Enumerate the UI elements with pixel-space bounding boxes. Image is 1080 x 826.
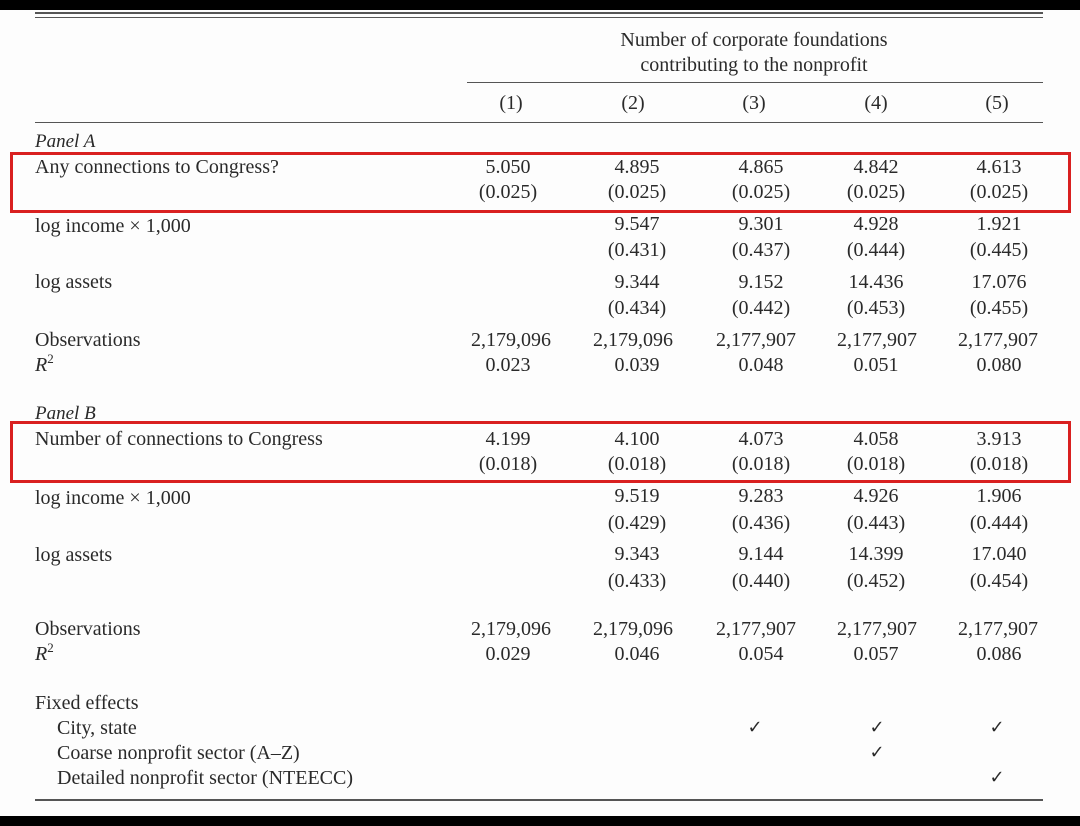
r2-a-c5: 0.080 <box>976 354 1022 376</box>
coef-b1-c5: 3.913 <box>976 428 1022 450</box>
r2-superscript-b: 2 <box>47 640 54 655</box>
se-a1-c2: (0.025) <box>607 181 667 203</box>
row-label-log-income-b: log income × 1,000 <box>35 487 191 509</box>
check-icon: ✓ <box>747 717 763 738</box>
coef-a1-c3: 4.865 <box>738 156 784 178</box>
check-icon: ✓ <box>989 767 1005 788</box>
coef-a3-c3: 9.152 <box>738 271 784 293</box>
coef-a1-c1: 5.050 <box>485 156 531 178</box>
se-b2-c3: (0.436) <box>731 512 791 534</box>
se-b3-c5: (0.454) <box>969 570 1029 592</box>
check-icon: ✓ <box>989 717 1005 738</box>
obs-b-c1: 2,179,096 <box>471 618 551 640</box>
se-a2-c4: (0.444) <box>846 239 906 261</box>
se-a1-c3: (0.025) <box>731 181 791 203</box>
top-rule-inner <box>35 17 1043 18</box>
column-header-2: (2) <box>621 92 645 114</box>
coef-a1-c2: 4.895 <box>614 156 660 178</box>
se-b2-c5: (0.444) <box>969 512 1029 534</box>
r2-b-c2: 0.046 <box>614 643 660 665</box>
r2-a-c2: 0.039 <box>614 354 660 376</box>
se-a3-c4: (0.453) <box>846 297 906 319</box>
r2-b-c4: 0.057 <box>853 643 899 665</box>
observations-label-a: Observations <box>35 329 141 351</box>
se-a3-c2: (0.434) <box>607 297 667 319</box>
se-b2-c4: (0.443) <box>846 512 906 534</box>
se-b1-c4: (0.018) <box>846 453 906 475</box>
coef-b3-c4: 14.399 <box>848 543 904 565</box>
obs-b-c3: 2,177,907 <box>716 618 796 640</box>
obs-b-c4: 2,177,907 <box>837 618 917 640</box>
r2-b-c1: 0.029 <box>485 643 531 665</box>
coef-a2-c3: 9.301 <box>738 213 784 235</box>
r2-b-c3: 0.054 <box>738 643 784 665</box>
se-a3-c5: (0.455) <box>969 297 1029 319</box>
coef-b3-c3: 9.144 <box>738 543 784 565</box>
coef-b1-c2: 4.100 <box>614 428 660 450</box>
coef-a2-c4: 4.928 <box>853 213 899 235</box>
se-a1-c4: (0.025) <box>846 181 906 203</box>
column-header-1: (1) <box>499 92 523 114</box>
obs-b-c5: 2,177,907 <box>958 618 1038 640</box>
se-b1-c5: (0.018) <box>969 453 1029 475</box>
se-a2-c3: (0.437) <box>731 239 791 261</box>
coef-a3-c5: 17.076 <box>971 271 1027 293</box>
obs-b-c2: 2,179,096 <box>593 618 673 640</box>
se-b3-c2: (0.433) <box>607 570 667 592</box>
row-label-number-connections: Number of connections to Congress <box>35 428 323 450</box>
se-a1-c1: (0.025) <box>478 181 538 203</box>
highlight-box-panel-b <box>10 421 1071 483</box>
column-group-header-line1: Number of corporate foundations <box>620 29 888 51</box>
se-b1-c1: (0.018) <box>478 453 538 475</box>
fe-label-detailed-sector: Detailed nonprofit sector (NTEECC) <box>57 767 354 789</box>
coef-b1-c3: 4.073 <box>738 428 784 450</box>
row-label-log-assets-b: log assets <box>35 544 113 566</box>
se-a2-c2: (0.431) <box>607 239 667 261</box>
highlight-box-panel-a <box>10 152 1071 213</box>
coef-a3-c4: 14.436 <box>848 271 904 293</box>
bottom-rule <box>35 799 1043 801</box>
regression-table-page <box>0 10 1080 816</box>
r2-superscript-a: 2 <box>47 351 54 366</box>
coef-b3-c5: 17.040 <box>971 543 1027 565</box>
r2-a-c4: 0.051 <box>853 354 899 376</box>
se-b3-c3: (0.440) <box>731 570 791 592</box>
r2-label-a <box>35 353 54 377</box>
se-b2-c2: (0.429) <box>607 512 667 534</box>
coef-a2-c2: 9.547 <box>614 213 660 235</box>
obs-a-c3: 2,177,907 <box>716 329 796 351</box>
column-group-header-line2: contributing to the nonprofit <box>640 54 868 76</box>
se-a1-c5: (0.025) <box>969 181 1029 203</box>
se-b1-c2: (0.018) <box>607 453 667 475</box>
panel-b-label: Panel B <box>35 403 96 424</box>
r2-label-b <box>35 642 54 666</box>
check-icon: ✓ <box>869 742 885 763</box>
coef-b1-c4: 4.058 <box>853 428 899 450</box>
column-header-3: (3) <box>742 92 766 114</box>
row-label-any-connections: Any connections to Congress? <box>35 156 279 178</box>
column-group-rule <box>467 82 1043 83</box>
obs-a-c1: 2,179,096 <box>471 329 551 351</box>
coef-b2-c5: 1.906 <box>976 485 1022 507</box>
coef-a1-c5: 4.613 <box>976 156 1022 178</box>
coef-a3-c2: 9.344 <box>614 271 660 293</box>
column-header-4: (4) <box>864 92 888 114</box>
obs-a-c4: 2,177,907 <box>837 329 917 351</box>
r2-a-c1: 0.023 <box>485 354 531 376</box>
column-header-5: (5) <box>985 92 1009 114</box>
observations-label-b: Observations <box>35 618 141 640</box>
header-bottom-rule <box>35 122 1043 123</box>
fe-label-coarse-sector: Coarse nonprofit sector (A–Z) <box>57 742 300 764</box>
row-label-log-income-a: log income × 1,000 <box>35 215 191 237</box>
r2-a-c3: 0.048 <box>738 354 784 376</box>
fe-label-city-state: City, state <box>57 717 137 739</box>
coef-b1-c1: 4.199 <box>485 428 531 450</box>
coef-b2-c2: 9.519 <box>614 485 660 507</box>
coef-a2-c5: 1.921 <box>976 213 1022 235</box>
check-icon: ✓ <box>869 717 885 738</box>
se-b1-c3: (0.018) <box>731 453 791 475</box>
coef-b2-c3: 9.283 <box>738 485 784 507</box>
se-a2-c5: (0.445) <box>969 239 1029 261</box>
se-a3-c3: (0.442) <box>731 297 791 319</box>
obs-a-c2: 2,179,096 <box>593 329 673 351</box>
coef-b2-c4: 4.926 <box>853 485 899 507</box>
r2-b-c5: 0.086 <box>976 643 1022 665</box>
top-rule <box>35 12 1043 14</box>
coef-a1-c4: 4.842 <box>853 156 899 178</box>
row-label-log-assets-a: log assets <box>35 271 113 293</box>
fixed-effects-label: Fixed effects <box>35 692 139 714</box>
coef-b3-c2: 9.343 <box>614 543 660 565</box>
r2-letter-a: R <box>35 354 48 376</box>
panel-a-label: Panel A <box>35 131 96 152</box>
se-b3-c4: (0.452) <box>846 570 906 592</box>
r2-letter-b: R <box>35 643 48 665</box>
obs-a-c5: 2,177,907 <box>958 329 1038 351</box>
